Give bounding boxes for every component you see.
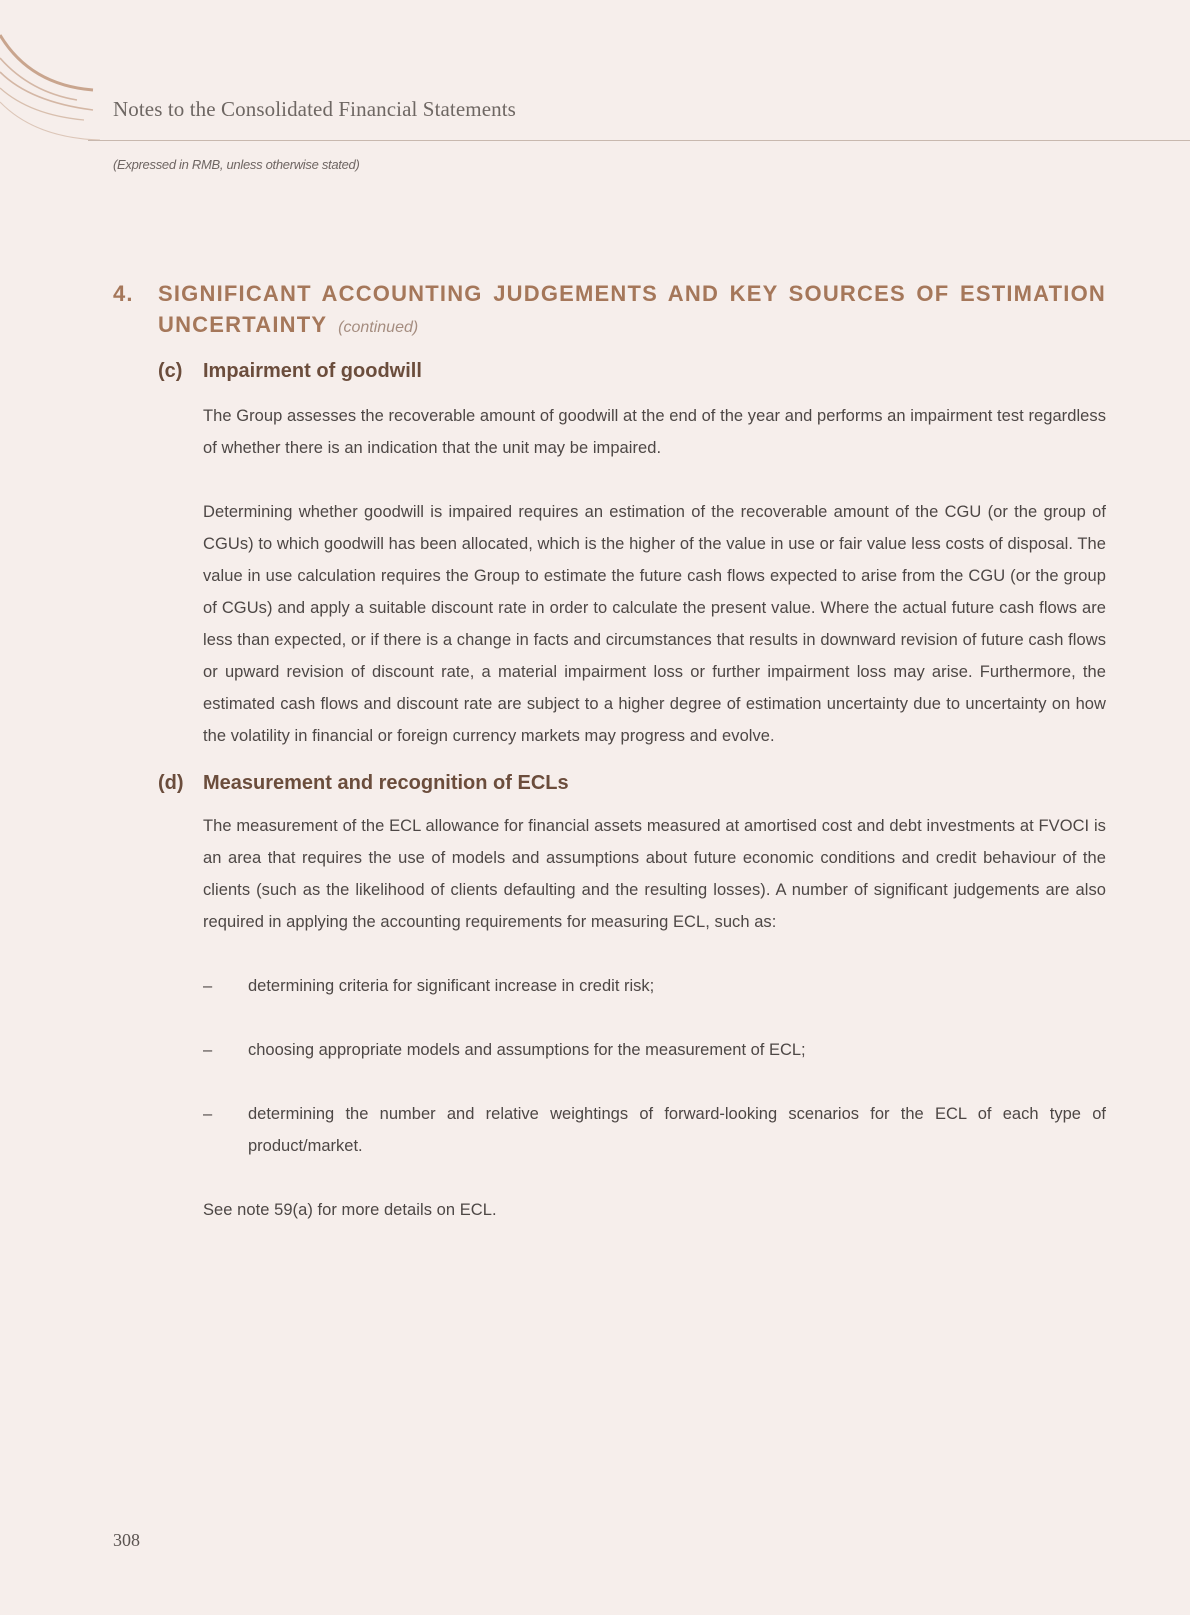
list-item xyxy=(203,1098,1106,1162)
header-divider xyxy=(88,140,1190,141)
subsection-d xyxy=(158,770,1106,1226)
list-item-text: choosing appropriate models and assumptions for the measurement of ECL; xyxy=(248,1041,806,1059)
paragraph: Determining whether goodwill is impaired requires an estimation of the recoverable amount of the CGU (or the group of CGUs) to which goodwill has been allocated, which is the higher of the value in use or fair value less costs of disposal. The value in use calculation requires the Group to estimate the future cash flows expected to arise from the CGU (or the group of CGUs) and apply a suitable discount rate in order to calculate the present value. Where the actual future cash flows are less than expected, or if there is a change in facts and circumstances that results in downward revision of future cash flows or upward revision of discount rate, a material impairment loss or further impairment loss may arise. Furthermore, the estimated cash flows and discount rate are subject to a higher degree of estimation uncertainty due to uncertainty on how the volatility in financial or foreign currency markets may progress and evolve. xyxy=(203,503,1106,745)
subsection-body xyxy=(203,400,1106,752)
subsection-heading xyxy=(158,358,1106,384)
dash-bullet-icon: – xyxy=(203,1041,213,1059)
section-4 xyxy=(113,278,1106,1226)
section-number: 4. xyxy=(113,281,134,306)
section-title-wrap xyxy=(158,278,1106,343)
subsection-heading xyxy=(158,770,1106,796)
list-item xyxy=(203,1034,1106,1066)
subsection-title: Impairment of goodwill xyxy=(203,360,422,382)
subsection-body xyxy=(203,810,1106,1226)
list-item xyxy=(203,970,1106,1002)
paragraph: The measurement of the ECL allowance for financial assets measured at amortised cost and debt investments at FVOCI is an area that requires the use of models and assumptions about future economic conditions and credit behaviour of the clients (such as the likelihood of clients defaulting and the resulting losses). A number of significant judgements are also required in applying the accounting requirements for measuring ECL, such as: xyxy=(203,817,1106,931)
subsection-letter: (d) xyxy=(158,772,184,794)
subsection-letter: (c) xyxy=(158,360,183,382)
closing-note: See note 59(a) for more details on ECL. xyxy=(203,1201,497,1219)
section-heading xyxy=(113,278,1106,343)
dash-bullet-icon: – xyxy=(203,1105,213,1123)
list-item-text: determining criteria for significant increase in credit risk; xyxy=(248,977,655,995)
continued-label: (continued) xyxy=(338,319,419,336)
paragraph: The Group assesses the recoverable amount of goodwill at the end of the year and performs an impairment test regardless of whether there is an indication that the unit may be impaired. xyxy=(203,407,1106,457)
decorative-arcs-icon xyxy=(0,30,100,145)
subsection-c xyxy=(158,358,1106,752)
running-header-title: Notes to the Consolidated Financial Statements xyxy=(113,97,516,121)
dash-bullet-icon: – xyxy=(203,977,213,995)
currency-note: (Expressed in RMB, unless otherwise stated) xyxy=(113,157,360,172)
list-item-text: determining the number and relative weightings of forward-looking scenarios for the ECL of each type of product/market. xyxy=(248,1105,1106,1155)
subsection-title: Measurement and recognition of ECLs xyxy=(203,772,569,794)
page-number: 308 xyxy=(113,1530,140,1550)
section-title: SIGNIFICANT ACCOUNTING JUDGEMENTS AND KEY SOURCES OF ESTIMATION UNCERTAINTY xyxy=(158,281,1106,337)
